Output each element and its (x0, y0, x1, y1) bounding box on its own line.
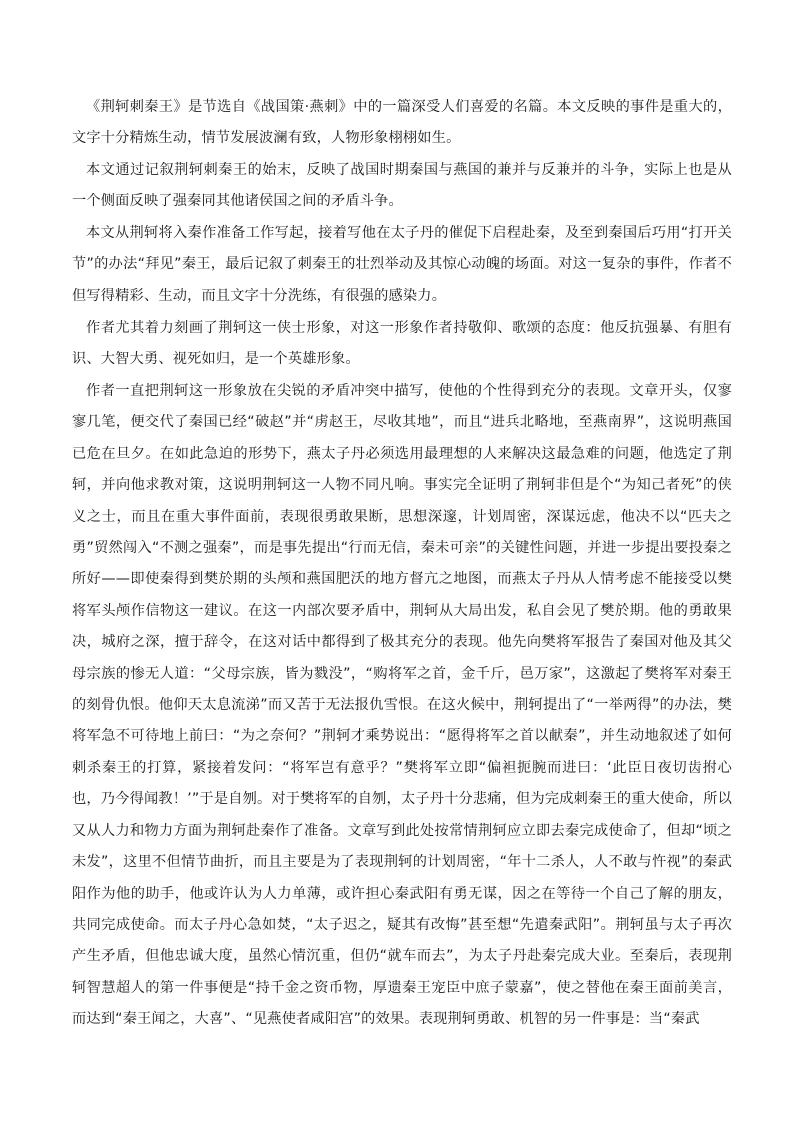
paragraph-character: 作者尤其着力刻画了荆轲这一侠士形象，对这一形象作者持敬仰、歌颂的态度：他反抗强暴、有胆有识、大智大勇、视死如归，是一个英雄形象。 (72, 320, 732, 368)
paragraph-analysis: 作者一直把荆轲这一形象放在尖锐的矛盾冲突中描写，使他的个性得到充分的表现。文章开头，仅寥寥几笔，便交代了秦国已经“破赵”并“虏赵王，尽收其地”，而且“进兵北略地，至燕南界”，这说明燕国已危在旦夕。在如此急迫的形势下，燕太子丹必须选用最理想的人来解决这最急难的问题，他选定了荆轲，并向他求教对策，这说明荆轲这一人物不同凡响。事实完全证明了荆轲非但是个“为知己者死”的侠义之士，而且在重大事件面前，表现很勇敢果断，思想深邃，计划周密，深谋远虑，他决不以“匹夫之勇”贸然闯入“不测之强秦”，而是事先提出“行而无信，秦未可亲”的关键性问题，并进一步提出要投秦之所好——即使秦得到樊於期的头颅和燕国肥沃的地方督亢之地图，而燕太子丹从人情考虑不能接受以樊将军头颅作信物这一建议。在这一内部次要矛盾中，荆轲从大局出发，私自会见了樊於期。他的勇敢果决，城府之深，擅于辞令，在这对话中都得到了极其充分的表现。他先向樊将军报告了秦国对他及其父母宗族的惨无人道：“父母宗族，皆为戮没”，“购将军之首，金千斤，邑万家”，这激起了樊将军对秦王的刻骨仇恨。他仰天太息流涕”而又苦于无法报仇雪恨。在这火候中，荆轲提出了“一举两得”的办法，樊将军急不可待地上前曰：“为之奈何？”荆轲才乘势说出：“愿得将军之首以献秦”，并生动地叙述了如何刺杀秦王的打算，紧接着发问：“将军岂有意乎？”樊将军立即“偏袒扼腕而进曰：‘此臣日夜切齿拊心也，乃今得闻教！’”于是自刎。对于樊将军的自刎，太子丹十分悲痛，但为完成刺秦王的重大使命，所以又从人力和物力方面为荆轲赴秦作了准备。文章写到此处按常情荆轲应立即去秦完成使命了，但却“顷之未发”，这里不但情节曲折，而且主要是为了表现荆轲的计划周密，“年十二杀人，人不敢与忤视”的秦武阳作为他的助手，他或许认为人力单薄，或许担心秦武阳有勇无谋，因之在等待一个自己了解的朋友，共同完成使命。而太子丹心急如焚，“太子迟之，疑其有改悔”甚至想“先遣秦武阳”。荆轲虽与太子再次产生矛盾，但他忠诚大度，虽然心情沉重，但仍“就车而去”，为太子丹赴秦完成大业。至秦后，表现荆轲智慧超人的第一件事便是“持千金之资币物，厚遗秦王宠臣中庶子蒙嘉”，使之替他在秦王面前美言，而达到“秦王闻之，大喜”、“见燕使者咸阳宫”的效果。表现荆轲勇敢、机智的另一件事是：当“秦武 (72, 383, 732, 1028)
paragraph-structure: 本文从荆轲将入秦作准备工作写起，接着写他在太子丹的催促下启程赴秦，及至到秦国后巧用“打开关节”的办法“拜见”秦王，最后记叙了刺秦王的壮烈举动及其惊心动魄的场面。对这一复杂的事件，作者不但写得精彩、生动，而且文字十分洗练，有很强的感染力。 (72, 225, 732, 304)
paragraph-theme: 本文通过记叙荆轲刺秦王的始末，反映了战国时期秦国与燕国的兼并与反兼并的斗争，实际上也是从一个侧面反映了强秦同其他诸侯国之间的矛盾斗争。 (72, 162, 732, 210)
paragraph-intro: 《荆轲刺秦王》是节选自《战国策·燕刺》中的一篇深受人们喜爱的名篇。本文反映的事件是重大的，文字十分精炼生动，情节发展波澜有致，人物形象栩栩如生。 (72, 99, 732, 147)
